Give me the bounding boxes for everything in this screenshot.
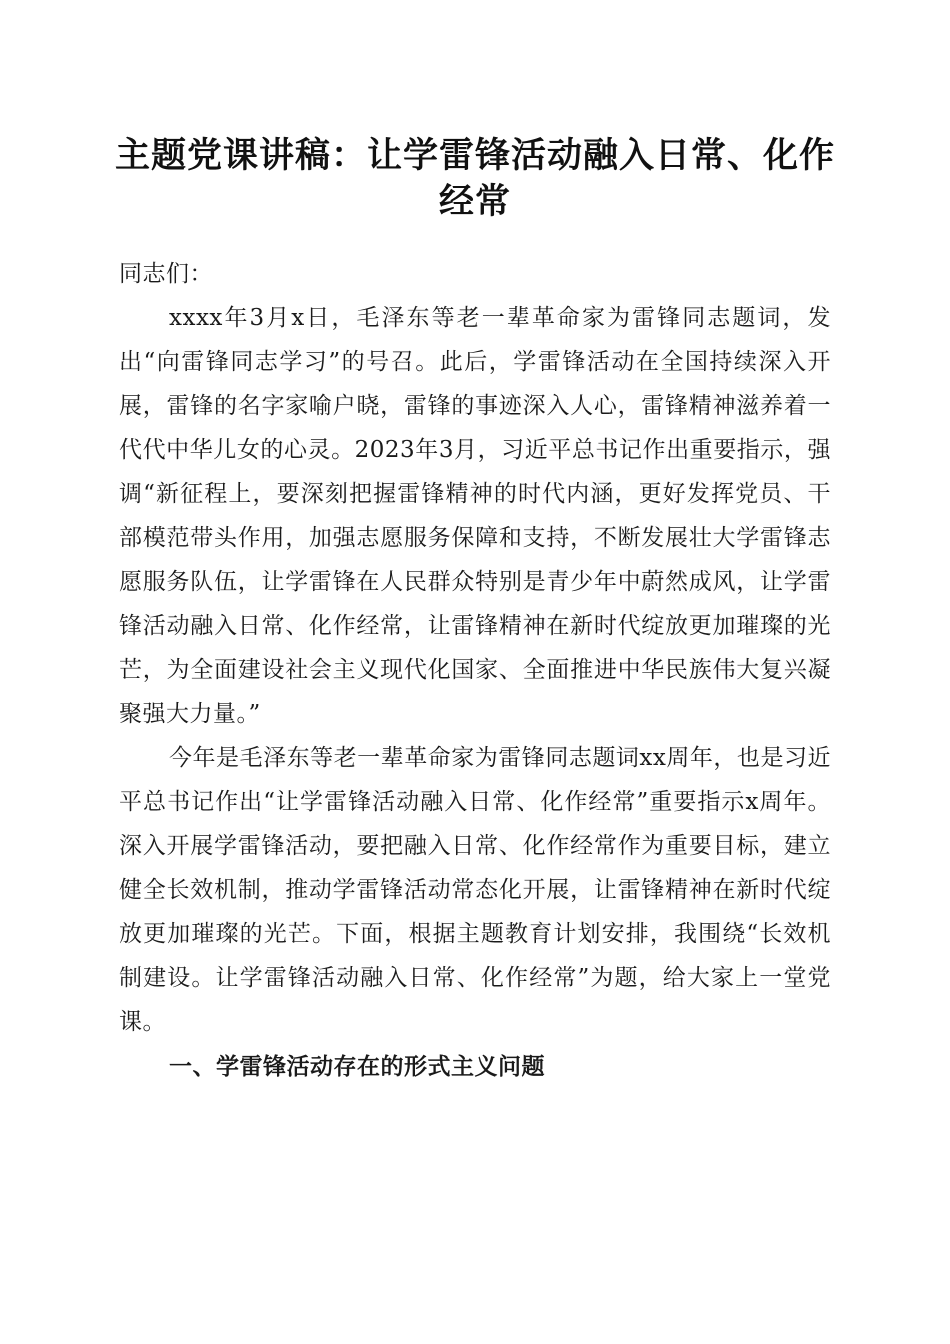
paragraph: xxxx年3月x日，毛泽东等老一辈革命家为雷锋同志题词，发出“向雷锋同志学习”的号召。此后，学雷锋活动在全国持续深入开展，雷锋的名字家喻户晓，雷锋的事迹深入人心，雷锋精神滋养着一代代中华儿女的心灵。2023年3月，习近平总书记作出重要指示，强调“新征程上，要深刻把握雷锋精神的时代内涵，更好发挥党员、干部模范带头作用，加强志愿服务保障和支持，不断发展壮大学雷锋志愿服务队伍，让学雷锋在人民群众特别是青少年中蔚然成风，让学雷锋活动融入日常、化作经常，让雷锋精神在新时代绽放更加璀璨的光芒，为全面建设社会主义现代化国家、全面推进中华民族伟大复兴凝聚强大力量。”	[119, 305, 831, 727]
paragraph: 今年是毛泽东等老一辈革命家为雷锋同志题词xx周年，也是习近平总书记作出“让学雷锋活动融入日常、化作经常”重要指示x周年。深入开展学雷锋活动，要把融入日常、化作经常作为重要目标，建立健全长效机制，推动学雷锋活动常态化开展，让雷锋精神在新时代绽放更加璀璨的光芒。下面，根据主题教育计划安排，我围绕“长效机制建设。让学雷锋活动融入日常、化作经常”为题，给大家上一堂党课。	[119, 745, 831, 1035]
greeting: 同志们：	[119, 261, 213, 287]
document-body	[119, 252, 831, 1089]
section-heading: 一、学雷锋活动存在的形式主义问题	[169, 1054, 545, 1080]
document-title: 主题党课讲稿：让学雷锋活动融入日常、化作经常	[114, 135, 835, 222]
